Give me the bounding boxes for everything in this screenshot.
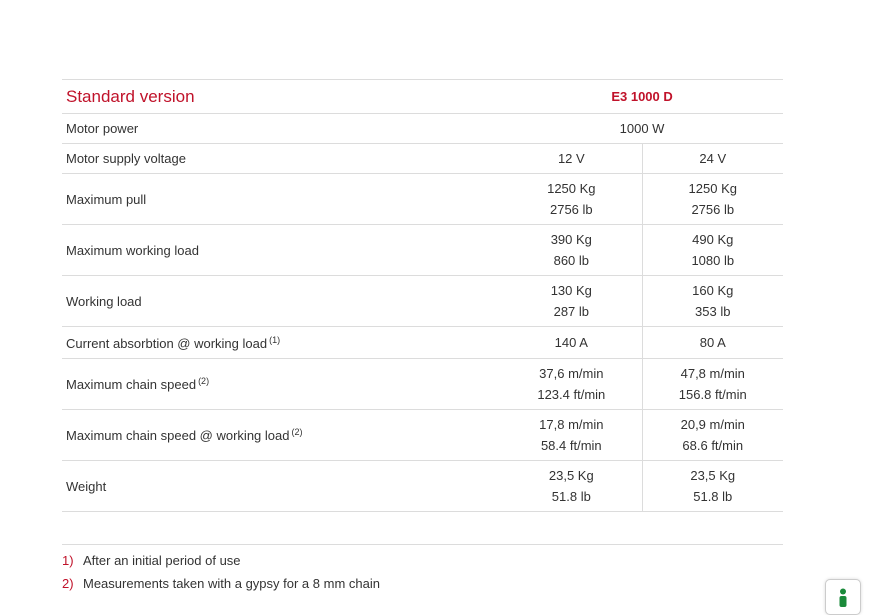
value-metric: 23,5 Kg	[548, 468, 594, 483]
value-imperial: 51.8 lb	[551, 489, 591, 504]
footnote-number: 2)	[62, 576, 74, 591]
table-row	[62, 461, 783, 512]
value-metric: 23,5 Kg	[690, 468, 736, 483]
row-value-24v	[642, 276, 783, 327]
row-label-cell	[62, 327, 501, 359]
table-row	[62, 276, 783, 327]
value-metric: 37,6 m/min	[539, 366, 604, 381]
row-value: 1000 W	[501, 114, 783, 144]
table-title: Standard version	[62, 80, 501, 114]
row-label: Maximum working load	[62, 225, 501, 276]
value-imperial: 58.4 ft/min	[540, 438, 602, 453]
value-metric: 1250 Kg	[547, 181, 596, 196]
value-metric: 390 Kg	[550, 232, 592, 247]
value-imperial: 51.8 lb	[693, 489, 733, 504]
value-metric: 47,8 m/min	[680, 366, 745, 381]
table-row	[62, 327, 783, 359]
value-imperial: 1080 lb	[691, 253, 735, 268]
table-row	[62, 225, 783, 276]
footnote-ref: (2)	[291, 427, 303, 437]
value-imperial: 353 lb	[695, 304, 731, 319]
row-value-12v	[501, 174, 642, 225]
row-label-cell	[62, 410, 501, 461]
row-label: Motor power	[62, 114, 501, 144]
model-name: E3 1000 D	[501, 80, 783, 114]
footnote-ref: (2)	[198, 376, 210, 386]
row-value-12v: 12 V	[501, 144, 642, 174]
footnote-item	[62, 549, 783, 572]
row-label: Motor supply voltage	[62, 144, 501, 174]
value-imperial: 68.6 ft/min	[682, 438, 744, 453]
row-value-24v	[642, 410, 783, 461]
row-label: Maximum pull	[62, 174, 501, 225]
value-imperial: 2756 lb	[691, 202, 735, 217]
table-row	[62, 114, 783, 144]
table-row	[62, 174, 783, 225]
row-value-12v	[501, 225, 642, 276]
footnote-number: 1)	[62, 553, 74, 568]
value-imperial: 123.4 ft/min	[537, 387, 606, 402]
row-value-24v	[642, 225, 783, 276]
row-value-12v	[501, 461, 642, 512]
row-value-12v	[501, 359, 642, 410]
privacy-settings-button[interactable]	[825, 579, 861, 615]
value-metric: 17,8 m/min	[539, 417, 604, 432]
footnotes	[62, 544, 783, 595]
row-label-cell	[62, 359, 501, 410]
row-label: Working load	[62, 276, 501, 327]
table-row	[62, 144, 783, 174]
row-value-24v	[642, 461, 783, 512]
value-metric: 490 Kg	[692, 232, 734, 247]
footnote-ref: (1)	[269, 334, 281, 345]
row-label: Maximum chain speed	[66, 377, 197, 392]
spec-table	[62, 79, 783, 512]
row-value-12v	[501, 410, 642, 461]
row-label: Weight	[62, 461, 501, 512]
value-imperial: 2756 lb	[549, 202, 593, 217]
footnote-text: After an initial period of use	[83, 553, 241, 568]
table-row	[62, 359, 783, 410]
value-metric: 1250 Kg	[688, 181, 737, 196]
row-value-24v	[642, 359, 783, 410]
row-value-24v: 24 V	[642, 144, 783, 174]
value-metric: 160 Kg	[692, 283, 734, 298]
row-label: Maximum chain speed @ working load	[66, 428, 290, 443]
table-header-row	[62, 80, 783, 114]
value-imperial: 287 lb	[553, 304, 590, 319]
value-metric: 130 Kg	[550, 283, 592, 298]
value-imperial: 860 lb	[553, 253, 590, 268]
value-metric: 20,9 m/min	[680, 417, 745, 432]
row-value-24v	[642, 174, 783, 225]
privacy-person-icon	[836, 588, 850, 607]
value-imperial: 156.8 ft/min	[678, 387, 747, 402]
row-label: Current absorbtion @ working load	[66, 335, 268, 351]
table-row	[62, 410, 783, 461]
footnote-text: Measurements taken with a gypsy for a 8 mm chain	[83, 576, 380, 591]
row-value-24v: 80 A	[642, 327, 783, 359]
row-value-12v: 140 A	[501, 327, 642, 359]
footnote-item	[62, 572, 783, 595]
row-value-12v	[501, 276, 642, 327]
